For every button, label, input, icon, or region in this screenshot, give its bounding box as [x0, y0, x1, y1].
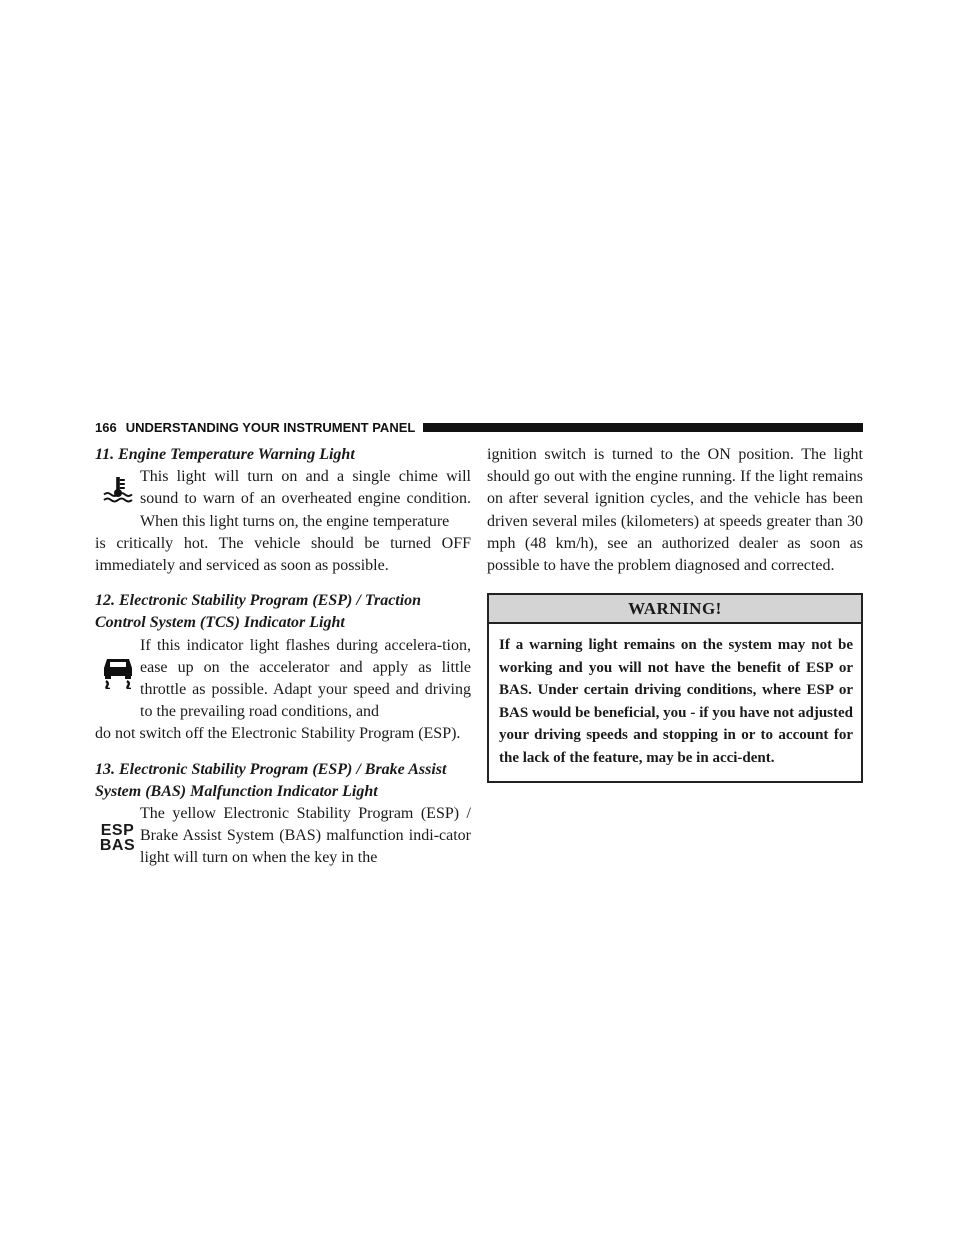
warning-box — [487, 593, 863, 783]
esp-bas-icon — [95, 803, 140, 870]
section-heading: 11. Engine Temperature Warning Light — [95, 446, 355, 463]
esp-icon-label: ESP — [100, 822, 135, 840]
section-esp-bas — [95, 759, 471, 870]
engine-temperature-icon — [95, 466, 140, 533]
page-header — [95, 417, 863, 437]
section-continuation: do not switch off the Electronic Stability Program (ESP). — [95, 725, 461, 743]
section-esp-tcs — [95, 590, 471, 745]
section-continuation: is critically hot. The vehicle should be turned OFF immediately and serviced as soon as possible. — [95, 534, 471, 575]
right-column — [487, 444, 863, 783]
continued-paragraph: ignition switch is turned to the ON position. The light should go out with the engine running. If the light remains on after several ignition cycles, and the vehicle has been driven several miles (kilometers) at speeds greater than 30 mph (48 km/h), see an authorized dealer as soon as possible to have the problem diagnosed and corrected. — [487, 446, 863, 575]
header-rule — [423, 423, 863, 432]
icon-row — [95, 803, 471, 870]
left-column — [95, 444, 471, 883]
skidding-car-icon — [95, 635, 140, 724]
warning-body: If a warning light remains on the system may not be working and you will not have the benefit of ESP or BAS. Under certain driving conditions, where ESP or BAS would be beneficial, you - if you have not adjusted your driving speeds and stopping in or to account for the lack of the feature, may be in acci-dent. — [499, 637, 853, 766]
section-heading: 13. Electronic Stability Program (ESP) / Brake Assist System (BAS) Malfunction Indicator Light — [95, 760, 447, 800]
icon-row — [95, 466, 471, 533]
section-text: The yellow Electronic Stability Program (ESP) / Brake Assist System (BAS) malfunction indi-cator light will turn on when the key in the — [140, 805, 471, 867]
section-title: UNDERSTANDING YOUR INSTRUMENT PANEL — [125, 419, 416, 435]
page-number: 166 — [95, 419, 117, 435]
warning-title: WARNING! — [489, 595, 861, 624]
icon-row — [95, 635, 471, 724]
bas-icon-label: BAS — [99, 837, 136, 855]
section-engine-temperature — [95, 444, 471, 577]
section-text: This light will turn on and a single chime will sound to warn of an overheated engine condition. When this light turns on, the engine temperature — [140, 468, 471, 530]
section-text: If this indicator light flashes during accelera-tion, ease up on the accelerator and apply as little throttle as possible. Adapt your speed and driving to the prevailing road conditions, and — [140, 636, 471, 721]
section-heading: 12. Electronic Stability Program (ESP) / Traction Control System (TCS) Indicator Light — [95, 592, 422, 632]
